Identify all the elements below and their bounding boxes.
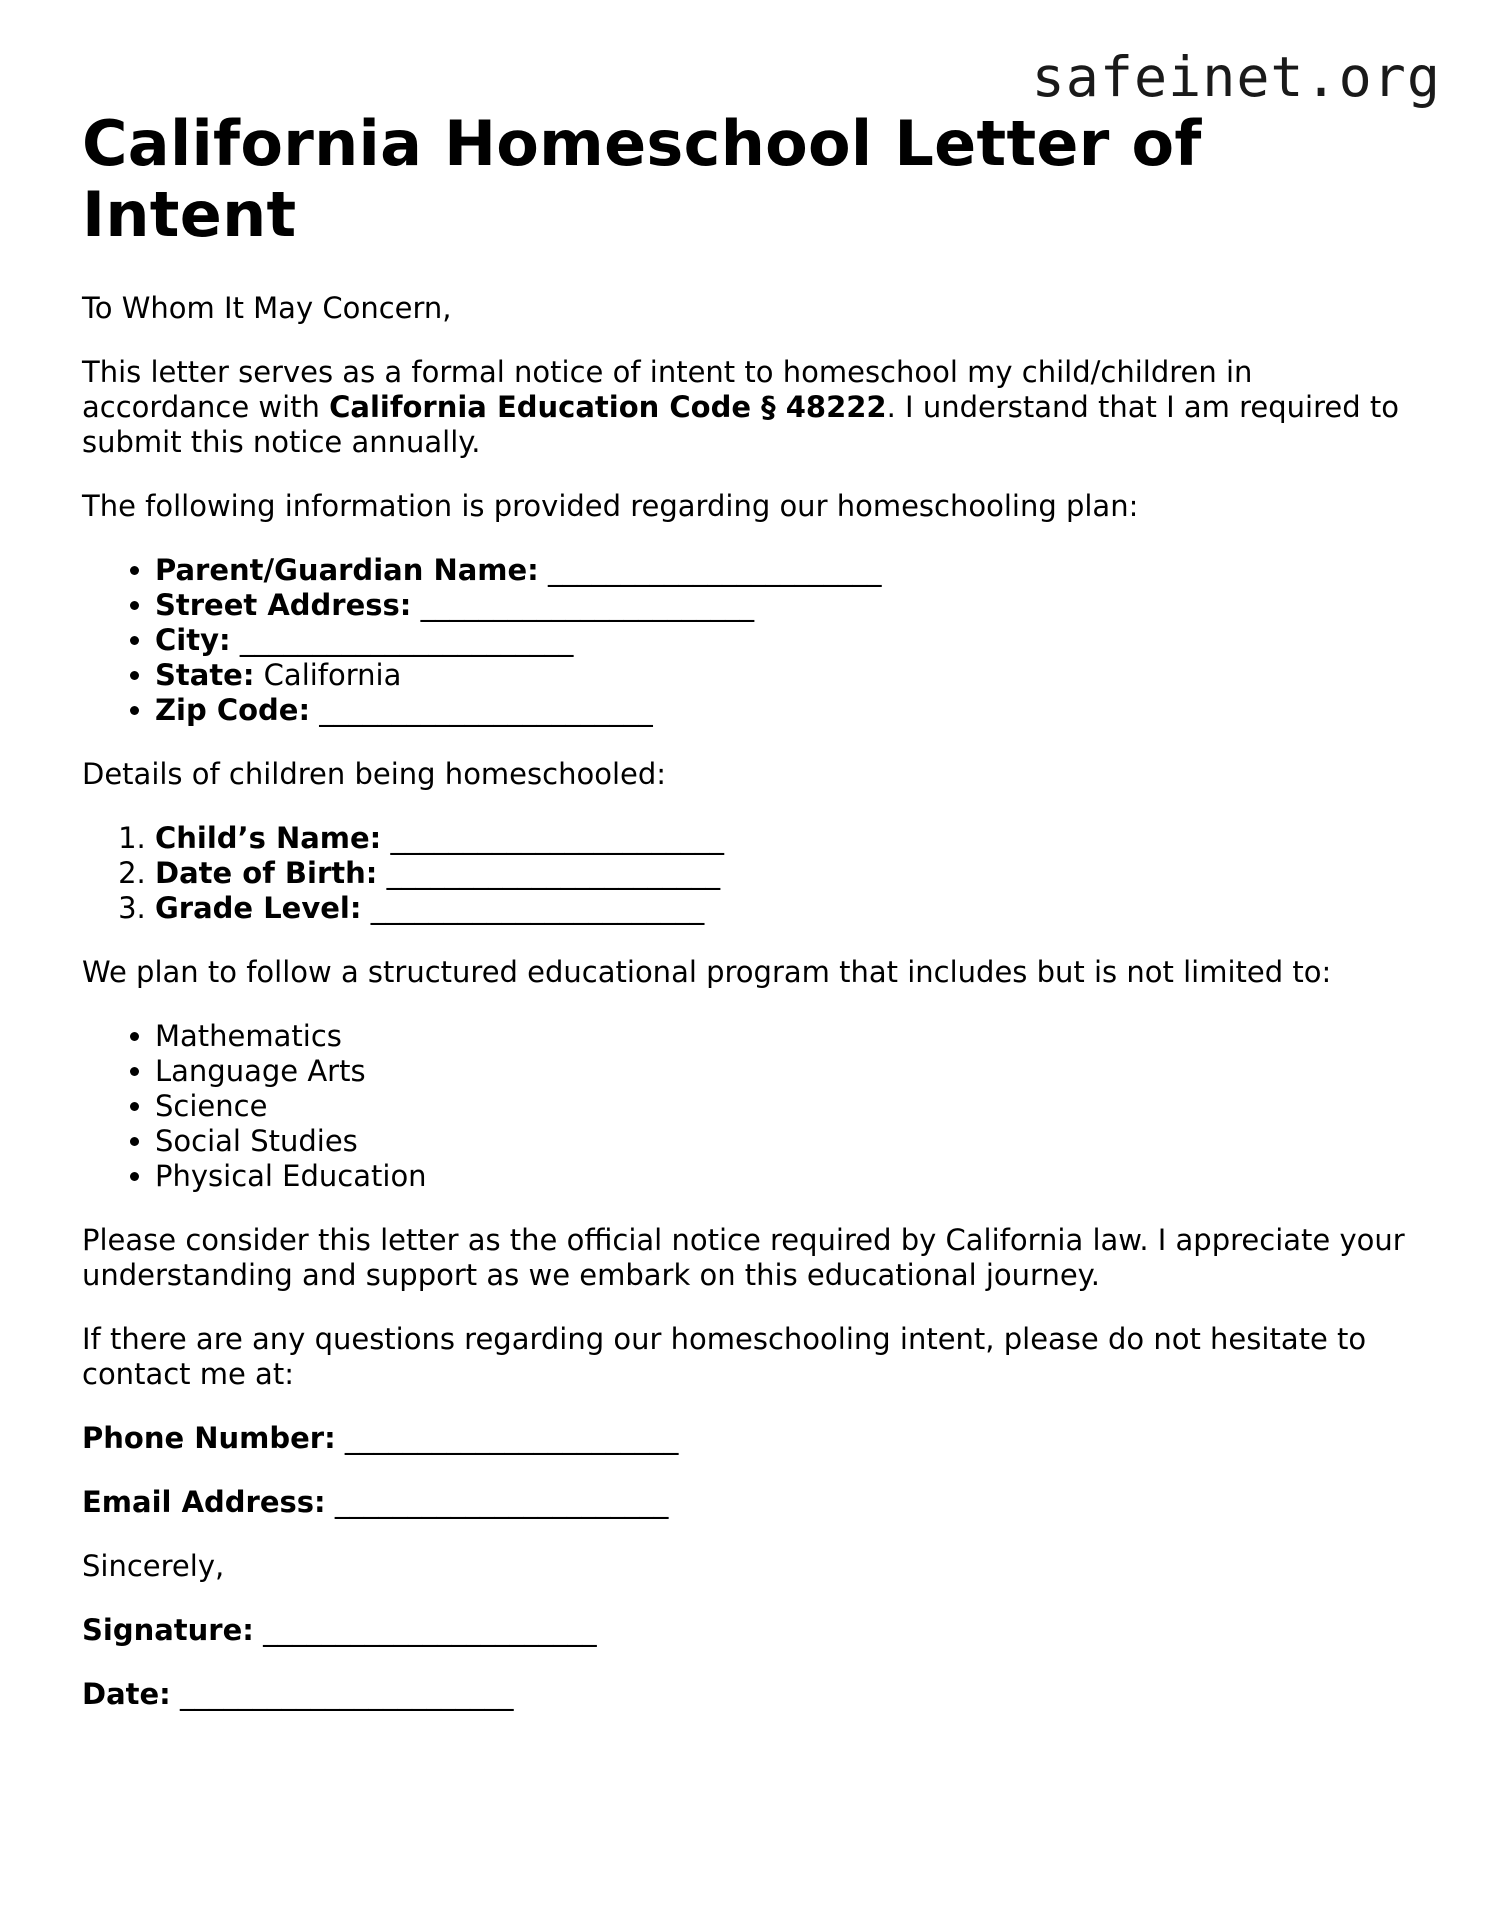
intro-text-after: . I understand that I am required to submit this notice annually. (82, 389, 1399, 459)
state-value: California (263, 657, 402, 692)
date-of-birth-field[interactable]: _______________________ (386, 855, 721, 890)
email-address-field[interactable]: _______________________ (334, 1484, 669, 1519)
zip-code-field[interactable]: _______________________ (319, 692, 653, 727)
subjects-list (82, 1019, 1422, 1194)
street-address-field[interactable]: _______________________ (420, 587, 755, 622)
education-code-reference: California Education Code § 48222 (329, 389, 887, 424)
info-intro: The following information is provided regarding our homeschooling plan: (82, 488, 1139, 523)
intro-text-before: This letter serves as a formal notice of intent to homeschool my child/children in accordance with (82, 354, 1253, 424)
page-title: California Homeschool Letter of Intent (82, 107, 1202, 252)
email-line (82, 1485, 1422, 1520)
list-item-parent-name (155, 553, 1422, 588)
field-label: Email Address: (82, 1484, 326, 1519)
list-item-state (155, 658, 1422, 693)
watermark: safeinet.org (1031, 45, 1441, 109)
list-item-street-address (155, 588, 1422, 623)
list-item: • Mathematics (155, 1019, 1422, 1054)
children-intro: Details of children being homeschooled: (82, 756, 667, 791)
list-item-date-of-birth (155, 856, 1422, 891)
greeting: To Whom It May Concern, (82, 290, 452, 325)
sign-off: Sincerely, (82, 1548, 225, 1583)
program-intro: We plan to follow a structured educational program that includes but is not limited to: (82, 954, 1332, 989)
list-item-zip-code (155, 693, 1422, 728)
intro-paragraph (82, 355, 1422, 460)
city-field[interactable]: _______________________ (239, 622, 574, 657)
field-label: City: (155, 622, 231, 657)
phone-number-field[interactable]: _______________________ (344, 1420, 679, 1455)
field-label: Phone Number: (82, 1420, 336, 1455)
field-label: Signature: (82, 1612, 254, 1647)
field-label: State: (155, 657, 255, 692)
field-label: Grade Level: (155, 890, 362, 925)
grade-level-field[interactable]: _______________________ (370, 890, 705, 925)
list-item-city (155, 623, 1422, 658)
questions-paragraph: If there are any questions regarding our homeschooling intent, please do not hesitate to contact me at: (82, 1321, 1367, 1391)
list-item: • Physical Education (155, 1159, 1422, 1194)
list-item-child-name (155, 821, 1422, 856)
signature-line (82, 1613, 1422, 1648)
field-label: Date of Birth: (155, 855, 378, 890)
list-item-grade-level (155, 891, 1422, 926)
closing-paragraph: Please consider this letter as the official notice required by California law. I appreciate your understanding and support as we embark on this educational journey. (82, 1222, 1405, 1292)
list-item: • Language Arts (155, 1054, 1422, 1089)
phone-line (82, 1421, 1422, 1456)
parent-info-list (82, 553, 1422, 728)
field-label: Zip Code: (155, 692, 311, 727)
child-name-field[interactable]: _______________________ (390, 820, 724, 855)
field-label: Date: (82, 1676, 171, 1711)
list-item: • Social Studies (155, 1124, 1422, 1159)
children-info-list (82, 821, 1422, 926)
field-label: Street Address: (155, 587, 412, 622)
list-item: • Science (155, 1089, 1422, 1124)
letter-document (82, 108, 1422, 1712)
field-label: Parent/Guardian Name: (155, 552, 539, 587)
field-label: Child’s Name: (155, 820, 382, 855)
date-line (82, 1677, 1422, 1712)
date-field[interactable]: _______________________ (180, 1676, 514, 1711)
parent-name-field[interactable]: _______________________ (548, 552, 882, 587)
signature-field[interactable]: _______________________ (263, 1612, 597, 1647)
